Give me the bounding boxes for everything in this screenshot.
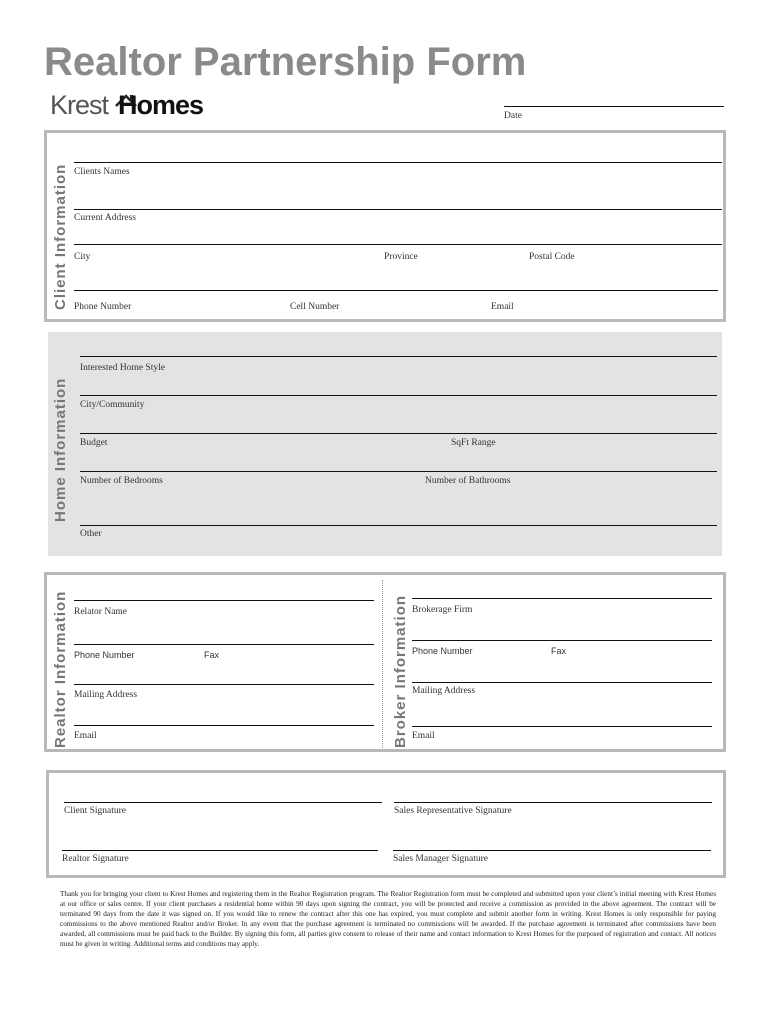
phone-line[interactable] [74,290,718,291]
sales-manager-signature-line[interactable] [393,850,711,851]
broker-fax-label: Fax [551,646,567,656]
date-label: Date [504,111,522,121]
number-of-bathrooms-label: Number of Bathrooms [425,476,511,486]
email-label: Email [491,302,514,312]
realtor-mailing-line[interactable] [74,684,374,685]
broker-mailing-address-label: Mailing Address [412,686,476,696]
section-divider [382,580,383,748]
number-of-bedrooms-label: Number of Bedrooms [80,476,163,486]
realtor-email-label: Email [74,731,97,741]
client-signature-line[interactable] [64,802,382,803]
home-style-line[interactable] [80,356,717,357]
krest-homes-logo [50,90,240,120]
realtor-signature-label: Realtor Signature [62,854,129,864]
city-label: City [74,252,91,262]
realtor-name-label: Relator Name [74,607,128,617]
city-line[interactable] [74,244,722,245]
client-information-heading: Client Information [52,163,69,310]
realtor-mailing-address-label: Mailing Address [74,690,138,700]
broker-phone-line[interactable] [412,640,712,641]
sqft-range-label: SqFt Range [451,438,496,448]
broker-mailing-line[interactable] [412,682,712,683]
cell-number-label: Cell Number [290,302,340,312]
other-line[interactable] [80,525,717,526]
other-label: Other [80,529,102,539]
sales-rep-signature-label: Sales Representative Signature [394,806,512,816]
phone-number-label: Phone Number [74,302,132,312]
province-label: Province [384,252,418,262]
broker-information-heading: Broker Information [392,594,409,748]
logo-homes: Homes [118,90,204,120]
page-title: Realtor Partnership Form [44,40,527,84]
date-line[interactable] [504,106,724,107]
sales-manager-signature-label: Sales Manager Signature [393,854,488,864]
logo-krest: Krest [50,90,109,120]
clients-names-line[interactable] [74,162,722,163]
city-community-label: City/Community [80,400,145,410]
brokerage-firm-line[interactable] [412,598,712,599]
broker-phone-label: Phone Number [412,646,473,656]
postal-code-label: Postal Code [529,252,575,262]
brokerage-firm-label: Brokerage Firm [412,605,473,615]
clients-names-label: Clients Names [74,167,130,177]
realtor-email-line[interactable] [74,725,374,726]
current-address-label: Current Address [74,213,137,223]
terms-paragraph: Thank you for bringing your client to Krest Homes and registering them in the Realtor Registration program. The Realtor Registration form must be completed and submitted upon your client’s initial meeting with Krest Homes at our office or sales centre. If your client purchases a residential home within 90 days upon signing the contract, you will be protected and receive a commission as provided in the above agreement. The contract will be terminated 90 days from the date it was signed on. If you would like to renew the contract after this one has expired, you must complete and submit another form in writing. Krest Homes is only responsible for paying commissions to the above mentioned Realtor and/or Broker. In any event that the purchase agreement is terminated no commissions will be awarded. If the purchase agreement is terminated after commissions have been awarded, all commissions must be paid back to the Builder. By signing this form, all parties give consent to release of their name and contact information to Krest Homes for the purposed of registration and contact. All notices must be given in writing. Additional terms and conditions may apply. [60,890,716,948]
realtor-name-line[interactable] [74,600,374,601]
home-information-heading: Home Information [52,377,69,522]
realtor-phone-line[interactable] [74,644,374,645]
signatures-box [46,770,726,878]
sales-rep-signature-line[interactable] [394,802,712,803]
city-community-line[interactable] [80,395,717,396]
realtor-information-heading: Realtor Information [52,590,69,748]
realtor-fax-label: Fax [204,650,220,660]
bedrooms-line[interactable] [80,471,717,472]
client-information-box [44,130,726,322]
broker-email-line[interactable] [412,726,712,727]
budget-line[interactable] [80,433,717,434]
broker-email-label: Email [412,731,435,741]
current-address-line[interactable] [74,209,722,210]
interested-home-style-label: Interested Home Style [80,363,165,373]
realtor-signature-line[interactable] [62,850,378,851]
realtor-phone-label: Phone Number [74,650,135,660]
client-signature-label: Client Signature [64,806,127,816]
budget-label: Budget [80,438,108,448]
